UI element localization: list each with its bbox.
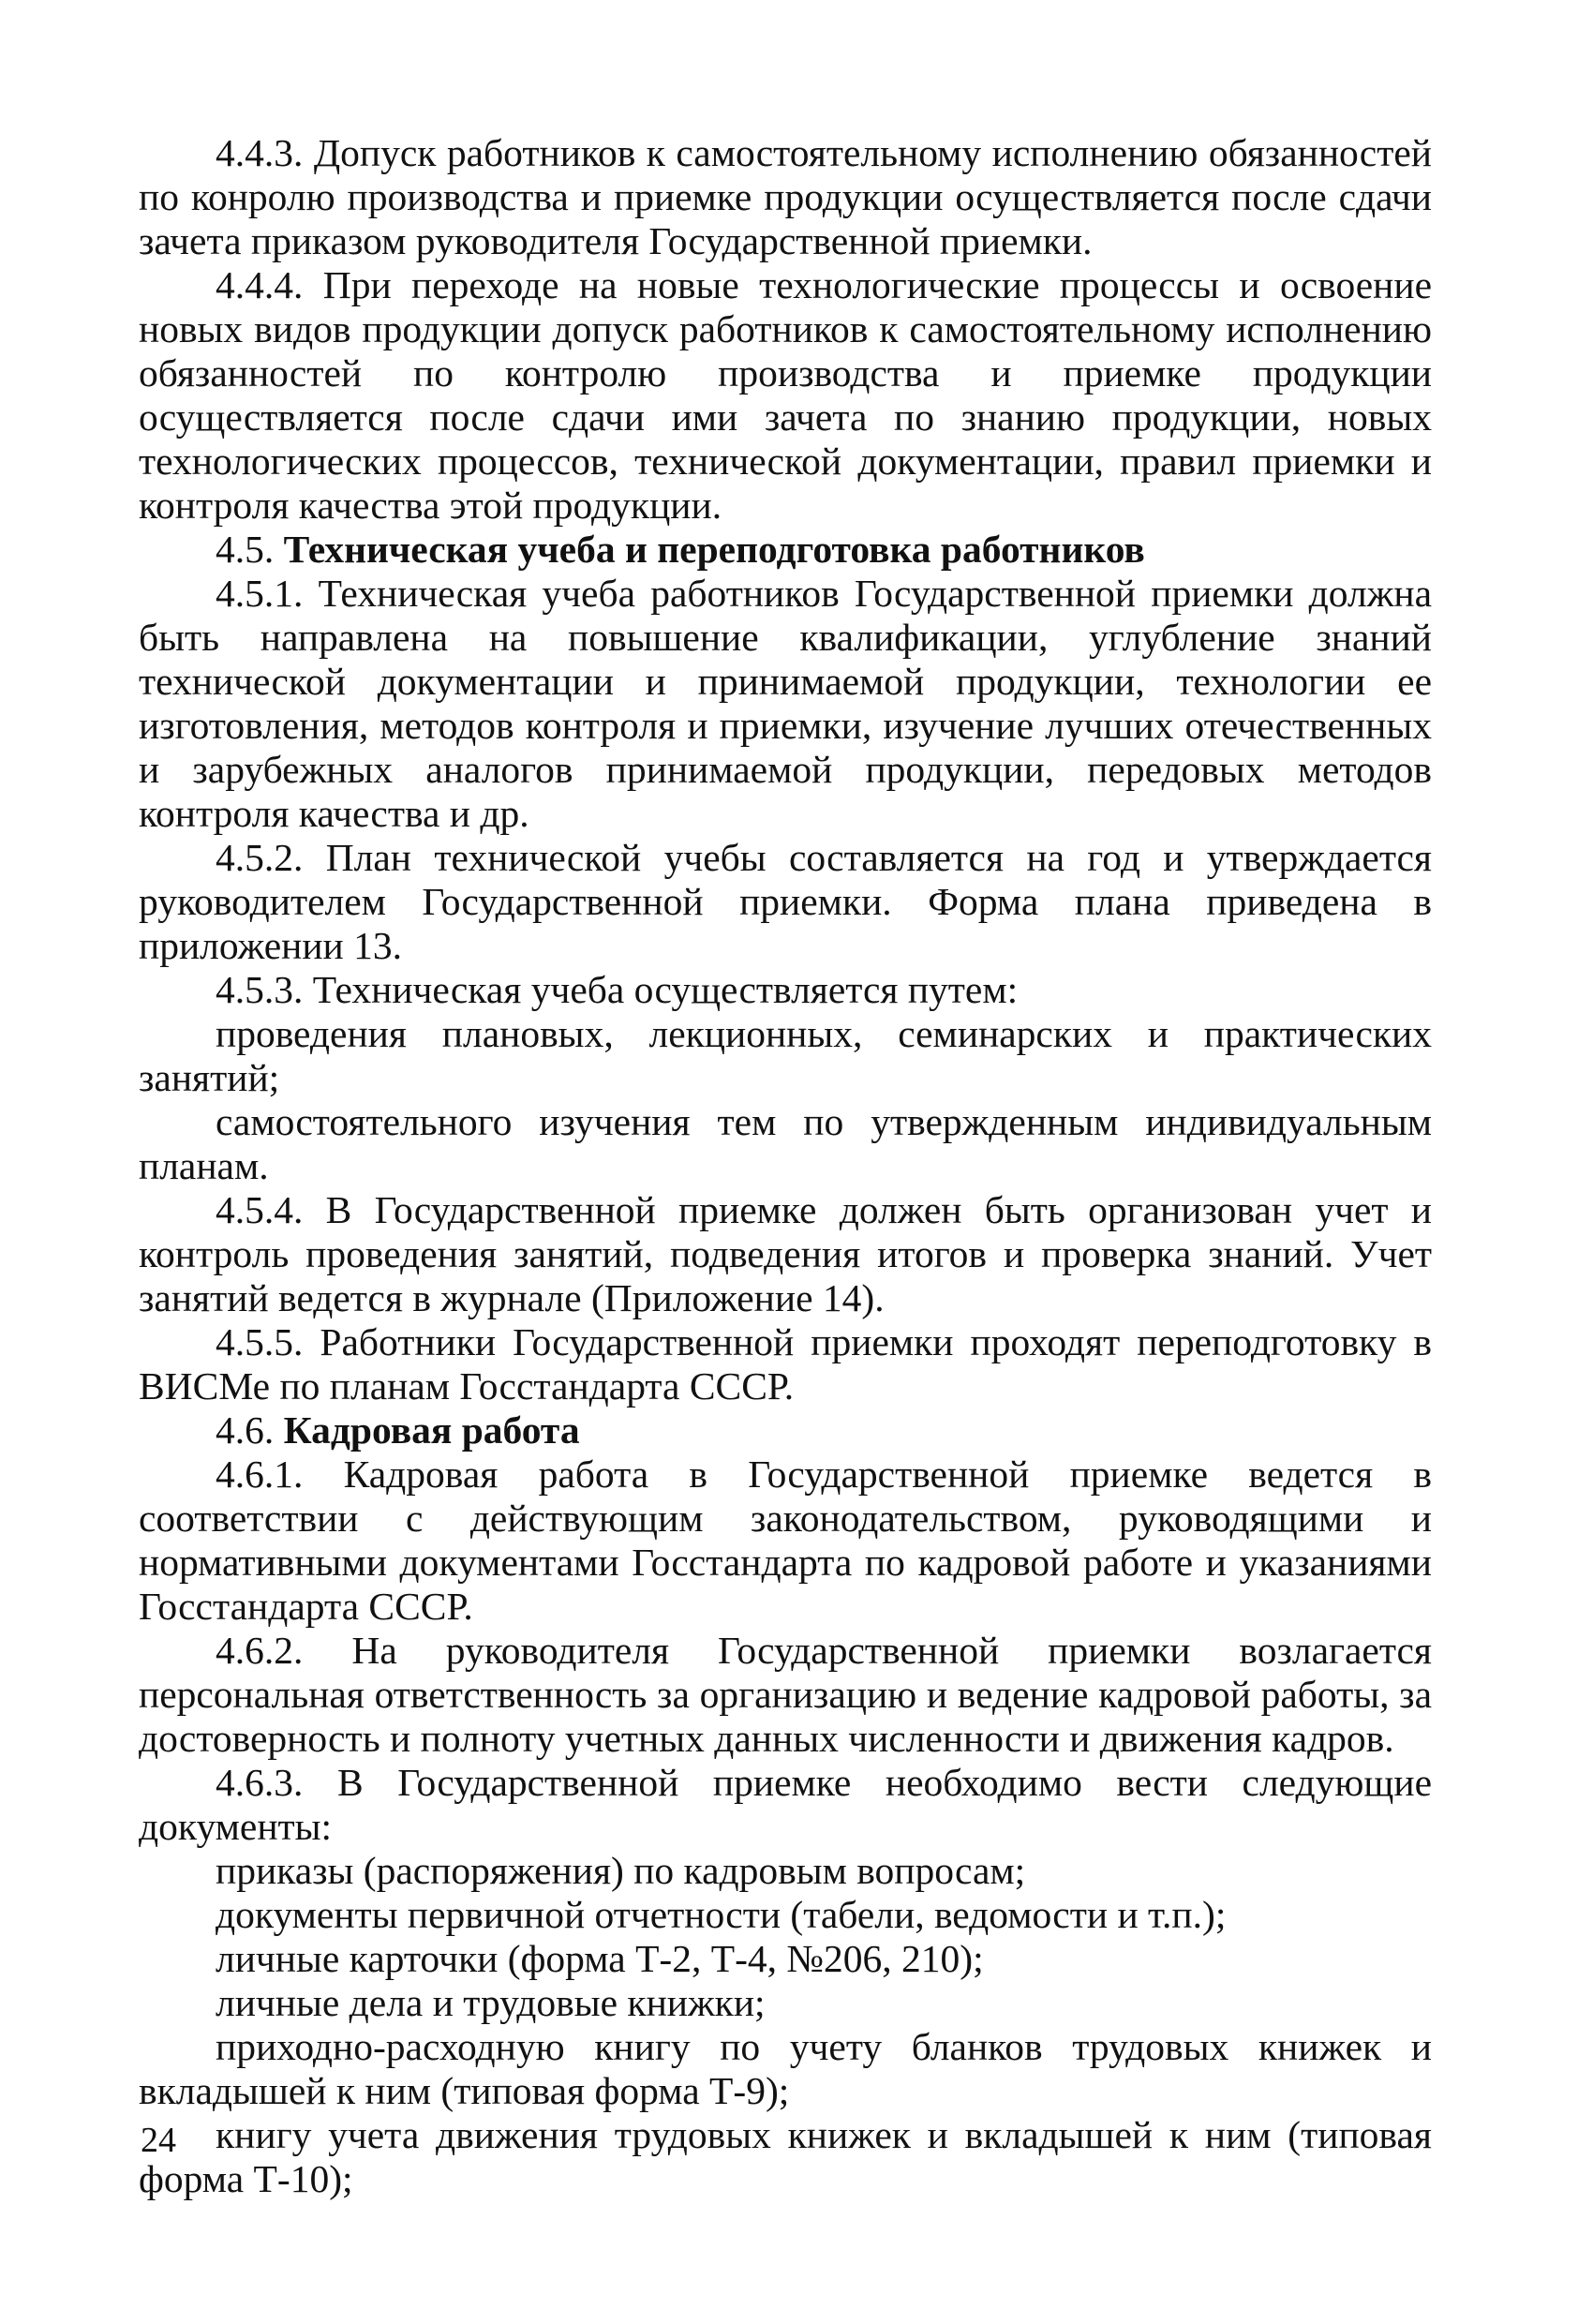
section-heading-4-6 [139,1408,1432,1452]
paragraph-4-5-4 [139,1188,1432,1320]
clause-text: Техническая учеба работников Государственной приемки должна быть направлена на повышение квалификации, углубление знаний технической документации и принимаемой продукции, технологии ее изготовления, методов контроля и приемки, изучение лучших отечественных и зарубежных аналогов принимаемой продукции, передовых методов контроля качества и др. [139,572,1433,835]
section-title: Техническая учеба и переподготовка работников [283,528,1145,571]
paragraph-4-5-1 [139,572,1432,836]
clause-text: При переходе на новые технологические процессы и освоение новых видов продукции допуск работников к самостоятельному исполнению обязанностей по контролю производства и приемке продукции осуществляется после сдачи ими зачета по знанию продукции, новых технологических процессов, технической документации, правил приемки и контроля качества этой продукции. [139,263,1432,527]
list-item: личные дела и трудовые книжки; [216,1981,766,2024]
clause-number: 4.5.4. [216,1188,304,1231]
section-number: 4.6. [216,1408,275,1452]
page-number: 24 [141,2121,176,2160]
clause-number: 4.6.1. [216,1452,304,1496]
clause-text: На руководителя Государственной приемки возлагается персональная ответственность за организацию и ведение кадровой работы, за достоверность и полноту учетных данных численности и движения кадров. [139,1629,1432,1760]
list-item: самостоятельного изучения тем по утвержденным индивидуальным планам. [139,1100,1432,1187]
paragraph-4-6-2 [139,1629,1432,1761]
clause-text: Работники Государственной приемки проходят переподготовку в ВИСМе по планам Госстандарта СССР. [139,1320,1432,1408]
list-item: книгу учета движения трудовых книжек и вкладышей к ним (типовая форма Т-10); [139,2113,1432,2200]
clause-text: Кадровая работа в Государственной приемке ведется в соответствии с действующим законодательством, руководящими и нормативными документами Госстандарта по кадровой работе и указаниями Госстандарта СССР. [139,1452,1432,1628]
clause-number: 4.5.5. [216,1320,304,1363]
clause-text: В Государственной приемке необходимо вести следующие документы: [139,1761,1433,1848]
paragraph-4-5-5 [139,1320,1432,1408]
paragraph-4-4-4 [139,263,1432,528]
list-item: личные карточки (форма Т-2, Т-4, №206, 210); [216,1937,984,1980]
list-item: проведения плановых, лекционных, семинарских и практических занятий; [139,1012,1432,1099]
clause-text: План технической учебы составляется на год и утверждается руководителем Государственной приемки. Форма плана приведена в приложении 13. [139,836,1432,967]
paragraph-4-6-3 [139,1761,1432,1849]
clause-number: 4.6.3. [216,1761,304,1804]
clause-text: Допуск работников к самостоятельному исполнению обязанностей по конролю производства и приемке продукции осуществляется после сдачи зачета приказом руководителя Государственной приемки. [139,131,1432,262]
clause-number: 4.5.1. [216,572,304,615]
section-heading-4-5 [139,528,1432,572]
clause-number: 4.4.4. [216,263,304,306]
paragraph-4-6-1 [139,1452,1432,1629]
clause-number: 4.5.3. [216,968,304,1011]
list-item: приходно-расходную книгу по учету бланков трудовых книжек и вкладышей к ним (типовая форма Т-9); [139,2025,1432,2112]
section-title: Кадровая работа [283,1408,580,1452]
clause-number: 4.5.2. [216,836,304,879]
clause-number: 4.4.3. [216,131,304,174]
list-item: приказы (распоряжения) по кадровым вопросам; [216,1849,1026,1892]
clause-text: В Государственной приемке должен быть организован учет и контроль проведения занятий, подведения итогов и проверка знаний. Учет занятий ведется в журнале (Приложение 14). [139,1188,1432,1319]
section-number: 4.5. [216,528,275,571]
document-body [139,131,1432,2201]
paragraph-4-4-3 [139,131,1432,263]
list-item: документы первичной отчетности (табели, ведомости и т.п.); [216,1893,1227,1936]
paragraph-4-5-3 [139,968,1432,1012]
clause-text: Техническая учеба осуществляется путем: [312,968,1019,1011]
paragraph-4-5-2 [139,836,1432,968]
clause-number: 4.6.2. [216,1629,304,1672]
